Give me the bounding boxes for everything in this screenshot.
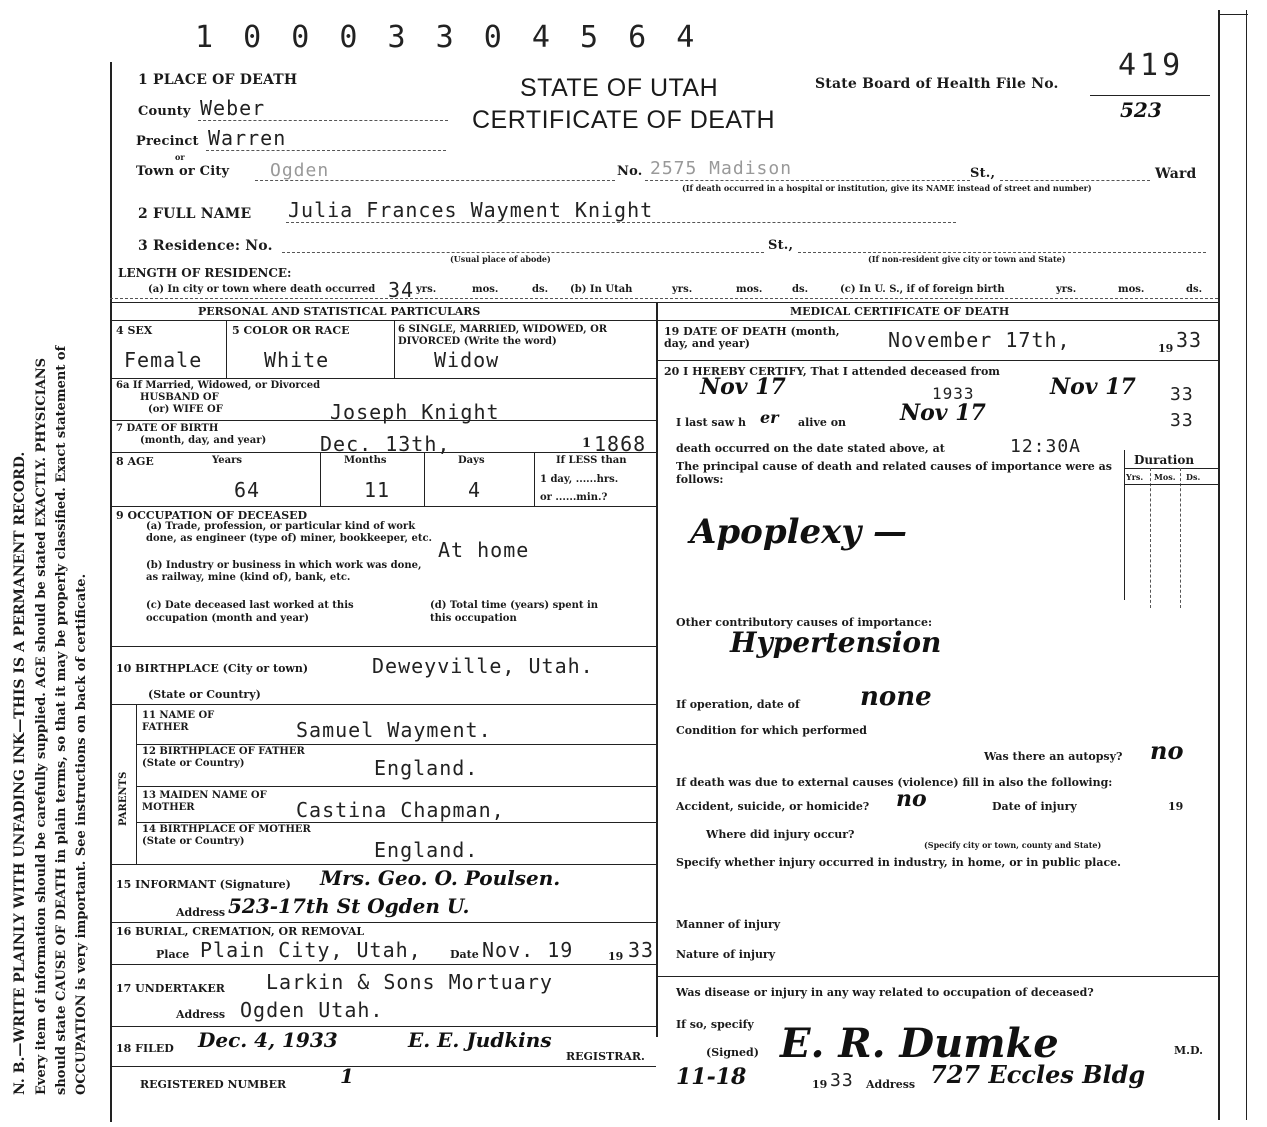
town-label: Town or City	[136, 164, 230, 179]
residence-years: 34	[388, 278, 415, 302]
place-heading: 1 PLACE OF DEATH	[138, 72, 298, 88]
autopsy-value: no	[1150, 736, 1184, 765]
medical-heading: MEDICAL CERTIFICATE OF DEATH	[790, 305, 1010, 318]
spouse-value: Joseph Knight	[330, 400, 500, 424]
burial-year: 33	[628, 938, 655, 962]
certificate-title: CERTIFICATE OF DEATH	[472, 106, 776, 134]
signed-date: 11-18	[676, 1064, 747, 1090]
dob-value: Dec. 13th,	[320, 432, 451, 456]
contributory-cause: Hypertension	[730, 626, 942, 659]
length-residence-label: LENGTH OF RESIDENCE:	[118, 266, 292, 280]
page-edge	[1246, 10, 1247, 1120]
registrar-signature: E. E. Judkins	[408, 1028, 552, 1052]
undertaker-value: Larkin & Sons Mortuary	[266, 970, 553, 994]
side-note-line2: Every item of information should be carefully supplied. AGE should be stated EXACTLY. PHYSICIANS	[34, 357, 49, 1095]
no-label: No.	[617, 164, 643, 179]
marital-value: Widow	[434, 348, 500, 372]
undertaker-address: Ogden Utah.	[240, 998, 384, 1022]
mother-value: Castina Chapman,	[296, 798, 505, 822]
sex-value: Female	[124, 348, 203, 372]
column-divider	[656, 302, 658, 1037]
birthplace-value: Deweyville, Utah.	[372, 654, 594, 678]
street-value: 2575 Madison	[650, 158, 793, 179]
burial-place: Plain City, Utah,	[200, 938, 422, 962]
parents-label: PARENTS	[118, 771, 129, 826]
death-date: November 17th,	[888, 328, 1071, 352]
county-value: Weber	[200, 96, 266, 120]
side-note-line1: N. B.—WRITE PLAINLY WITH UNFADING INK—THIS IS A PERMANENT RECORD.	[12, 451, 28, 1095]
full-name-label: 2 FULL NAME	[138, 206, 252, 222]
age-months: 11	[364, 478, 391, 502]
father-birthplace: England.	[374, 756, 479, 780]
county-label: County	[138, 104, 191, 119]
physician-signature: E. R. Dumke	[780, 1020, 1059, 1067]
serial-number: 1 0 0 0 3 3 0 4 5 6 4	[195, 20, 701, 55]
cause-of-death: Apoplexy —	[690, 512, 908, 552]
informant-signature: Mrs. Geo. O. Poulsen.	[320, 866, 561, 890]
death-time: 12:30A	[1010, 436, 1082, 457]
father-value: Samuel Wayment.	[296, 718, 492, 742]
side-note-line4: OCCUPATION is very important. See instructions on back of certificate.	[74, 573, 89, 1095]
mother-birthplace: England.	[374, 838, 479, 862]
operation-value: none	[860, 682, 932, 712]
filed-date: Dec. 4, 1933	[198, 1028, 338, 1052]
accident-value: no	[896, 786, 927, 812]
physician-address: 727 Eccles Bldg	[930, 1060, 1146, 1089]
file-number: 419	[1118, 48, 1185, 83]
attended-from: Nov 17	[700, 374, 786, 400]
age-days: 4	[468, 478, 482, 502]
occupation-value: At home	[438, 538, 530, 562]
registered-number: 1	[340, 1064, 354, 1088]
precinct-label: Precinct	[136, 134, 199, 149]
dob-year: 1868	[594, 432, 647, 456]
death-year: 33	[1176, 328, 1203, 352]
ward-label: Ward	[1155, 166, 1197, 182]
state-title: STATE OF UTAH	[520, 74, 719, 102]
form-right-border	[1218, 10, 1220, 1120]
hospital-note: (If death occurred in a hospital or institution, give its NAME instead of street and number)	[682, 183, 1092, 193]
informant-address: 523-17th St Ogden U.	[228, 894, 470, 918]
town-value: Ogden	[270, 160, 330, 181]
side-note-line3: should state CAUSE OF DEATH in plain terms, so that it may be properly classified. Exact statement of	[54, 345, 69, 1095]
file-number-label: State Board of Health File No.	[815, 76, 1059, 92]
race-value: White	[264, 348, 330, 372]
full-name-value: Julia Frances Wayment Knight	[288, 198, 654, 222]
file-number-hand: 523	[1120, 98, 1162, 122]
precinct-value: Warren	[208, 126, 287, 150]
personal-heading: PERSONAL AND STATISTICAL PARTICULARS	[198, 305, 481, 318]
residence-label: 3 Residence: No.	[138, 238, 273, 254]
burial-date: Nov. 19	[482, 938, 574, 962]
last-saw-date: Nov 17	[900, 400, 986, 426]
form-left-border	[110, 62, 112, 1122]
age-years: 64	[234, 478, 261, 502]
attended-to: Nov 17	[1050, 374, 1136, 400]
